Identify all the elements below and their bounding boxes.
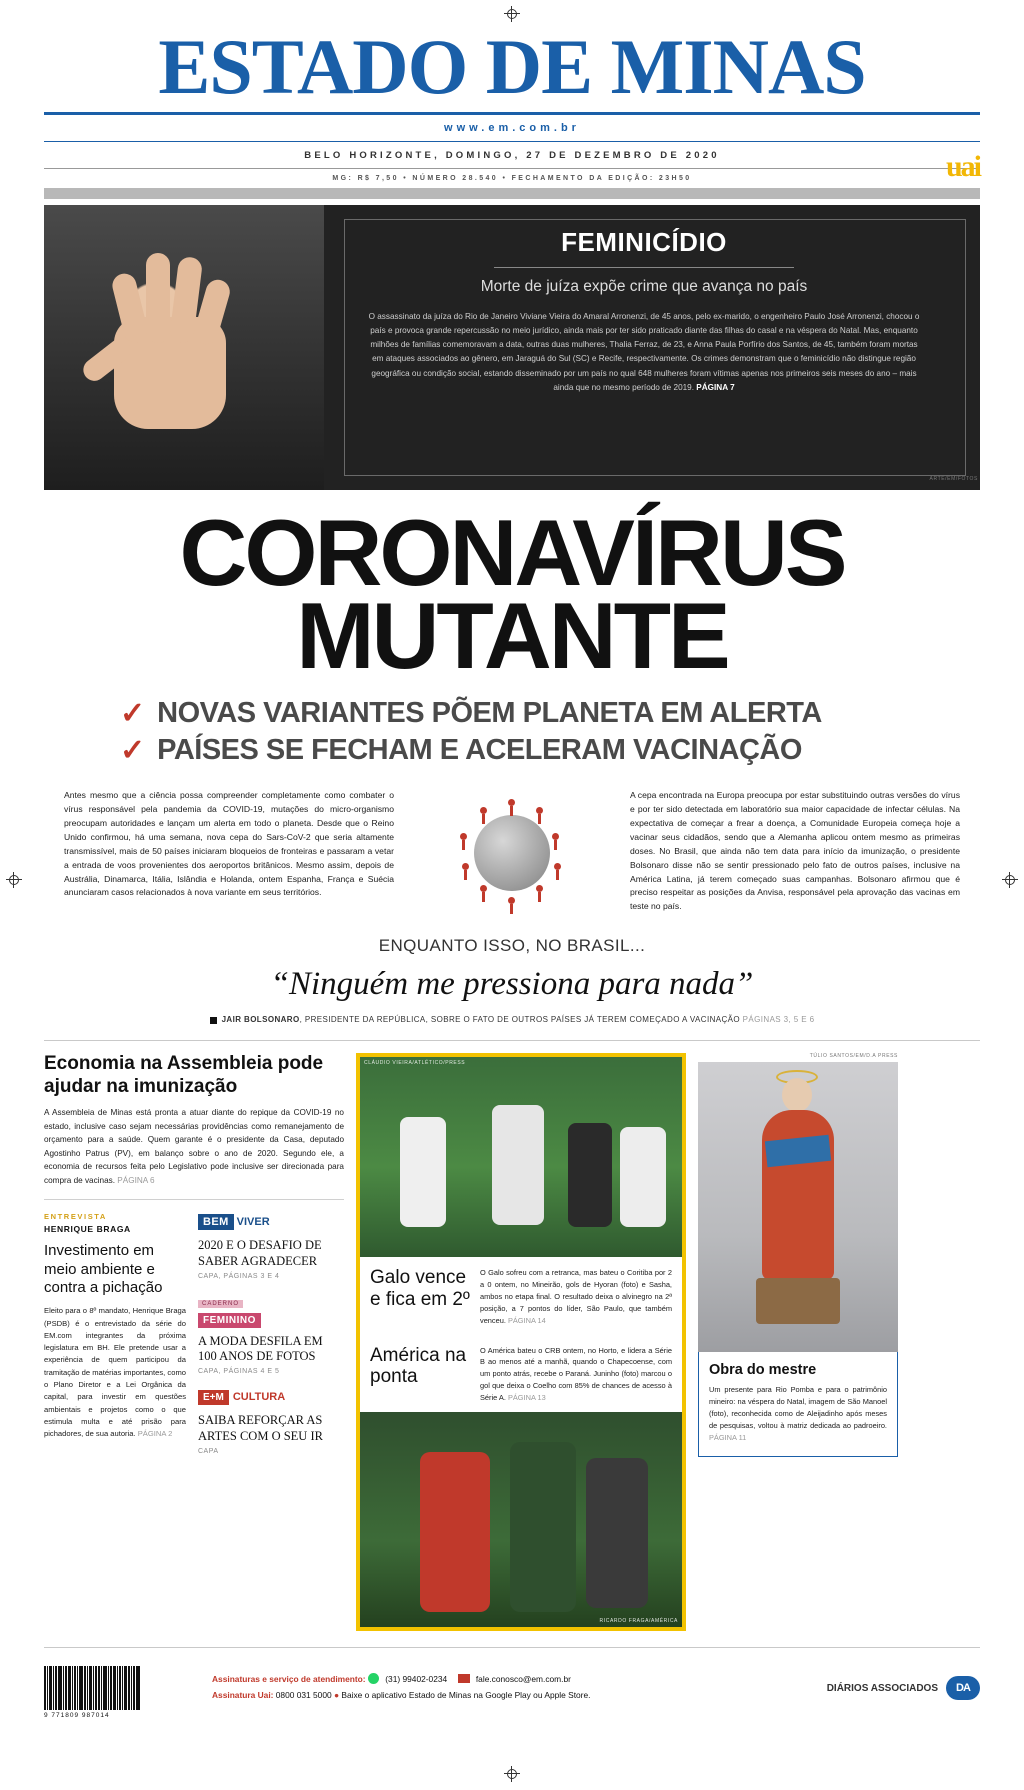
sports-story-2[interactable]	[360, 1335, 682, 1412]
masthead-rule	[44, 112, 980, 115]
headline-bullet	[120, 697, 904, 730]
footer-line1-label: Assinaturas e serviço de atendimento:	[212, 1674, 366, 1685]
footer-line1-phone[interactable]: (31) 99402-0234	[385, 1674, 448, 1685]
promo-sub: CAPA, PÁGINAS 4 E 5	[198, 1368, 280, 1376]
promo-feminino[interactable]	[198, 1292, 344, 1376]
sports-story-2-page: PÁGINA 13	[507, 1392, 546, 1402]
promo-cultura[interactable]	[198, 1387, 344, 1455]
publisher-logo-icon: DA	[946, 1676, 980, 1700]
sports-story-1-page: PÁGINA 14	[507, 1315, 546, 1325]
sports-story-2-title: América na ponta	[370, 1344, 467, 1387]
sports-story-2-text: O América bateu o CRB ontem, no Horto, e lidera a Série B ao menos até a manhã, quando o Chapecoense, com um ponto atrás, recebe o Paraná. Juninho (foto) marcou o gol que deixa o Coelho com 85% de chances de acesso à Série A.	[480, 1345, 672, 1402]
pull-quote: “Ninguém me pressiona para nada”	[270, 966, 754, 1003]
saint-story-title: Obra do mestre	[709, 1362, 817, 1379]
headline-bullets	[0, 697, 1024, 767]
promo-bem-viver[interactable]	[198, 1212, 344, 1280]
interview-block[interactable]	[44, 1212, 186, 1467]
feature-photo	[44, 205, 324, 490]
feature-kicker: FEMINICÍDIO	[561, 227, 727, 258]
interview-tag: ENTREVISTA	[44, 1212, 107, 1222]
bottom-right-column	[698, 1053, 898, 1630]
sports-photo-1	[360, 1057, 682, 1257]
masthead-rule-thin	[44, 141, 980, 142]
masthead-grey-bar	[44, 188, 980, 199]
saint-story-text: Um presente para Rio Pomba e para o patrimônio mineiro: na véspera do Natal, imagem de São Manoel (foto), reconhecida como de Aleijadinho após meses de pesquisas, voltou à matriz dedicada ao padroeiro.	[709, 1385, 887, 1431]
sports-story-2-body	[480, 1335, 682, 1412]
publisher-name: DIÁRIOS ASSOCIADOS	[826, 1682, 938, 1694]
assembly-story-page: PÁGINA 6	[117, 1175, 155, 1185]
quote-attribution	[0, 1015, 1024, 1024]
interview-body-text: Eleito para o 8º mandato, Henrique Braga (PSDB) é o entrevistado da série do EM.com integrantes da próxima legislatura em BH. Ele pretende usar a experiência de quem participou da tramitação de matérias importantes, como o Plano Diretor e a Lei Orgânica da capital, para investir em questões ambientais e projetos como o que estimula multa e até prisão para pichadores, de sua autoria.	[44, 1306, 186, 1439]
promo-brand-light: VIVER	[236, 1216, 270, 1229]
interview-page: PÁGINA 2	[137, 1429, 173, 1439]
masthead-edition-info: MG: R$ 7,50 • NÚMERO 28.540 • FECHAMENTO DA EDIÇÃO: 23H50	[332, 175, 692, 183]
saint-story-body	[709, 1384, 887, 1444]
headline-line-1: CORONAVÍRUS	[179, 500, 845, 606]
promo-brand-small: CADERNO	[198, 1300, 243, 1308]
promo-brand-light: CULTURA	[232, 1391, 286, 1404]
interview-body	[44, 1305, 186, 1440]
promo-stack	[198, 1212, 344, 1467]
footer	[44, 1647, 980, 1719]
registration-mark-bottom	[504, 1766, 520, 1782]
headline-bullet	[120, 734, 904, 767]
lead-column-left: Antes mesmo que a ciência possa compreender completamente como combater o vírus responsável pela pandemia da COVID-19, mutações do micro-organismo preocupam autoridades e lançam um alerta em todo o planeta. Desde que o Reino Unido confirmou, há uma semana, nova cepa do Sars-CoV-2 que seria altamente transmissível, mais de 50 países iniciaram bloqueios de fronteiras e passaram a vetar a entrada de voos provenientes dos aeroportos britânicos. Mesmo assim, depois de Austrália, Dinamarca, Itália, Islândia e Holanda, ontem Espanha, França e Suécia anunciaram casos relacionados à nova variante em seus territórios.	[64, 790, 394, 898]
virus-icon	[452, 793, 572, 913]
headline-bullet-label: NOVAS VARIANTES PÕEM PLANETA EM ALERTA	[157, 697, 822, 730]
saint-photo	[698, 1062, 898, 1352]
sports-story-1-title: Galo vence e fica em 2º	[370, 1267, 470, 1310]
quote-intro: ENQUANTO ISSO, NO BRASIL...	[378, 936, 646, 956]
sports-photo-2-credit: RICARDO FRAGA/AMÉRICA	[599, 1617, 678, 1624]
newspaper-title: ESTADO DE MINAS	[158, 23, 866, 110]
sports-story-1-text: O Galo sofreu com a retranca, mas bateu o Coritiba por 2 a 0 ontem, no Mineirão, gols de Hyoran (foto) e Sasha, ambos no etapa final. O resultado deixa o alvinegro na 2ª posição, a 7 pontos do líder, São Paulo, que também venceu.	[480, 1268, 672, 1325]
feature-panel	[44, 205, 980, 490]
barcode-number: 9 771809 987014	[44, 1711, 110, 1719]
square-bullet-icon	[210, 1017, 217, 1024]
saint-photo-credit: TÚLIO SANTOS/EM/D.A PRESS	[809, 1053, 898, 1060]
assembly-story-text: A Assembleia de Minas está pronta a atuar diante do repique da COVID-19 no estado, inclusive caso sejam necessárias providências como remanejamento de orçamento para a saúde. Quem garante é o presidente da Casa, deputado Agostinho Patrus (PV), em balanço sobre o ano de 2020. Segundo ele, a economia de recursos feita pelo Legislativo pode inclusive ser direcionada para compra de vacinas.	[44, 1108, 344, 1185]
check-icon: ✓	[120, 696, 146, 730]
barcode-block	[44, 1658, 194, 1719]
promo-brand-bold: BEM	[198, 1214, 234, 1230]
uai-logo[interactable]: uai	[945, 150, 980, 183]
quote-pages: PÁGINAS 3, 5 E 6	[742, 1015, 815, 1025]
footer-line2-phone[interactable]: 0800 031 5000	[275, 1690, 332, 1701]
barcode-icon	[44, 1658, 194, 1710]
feature-body-text: O assassinato da juíza do Rio de Janeiro Viviane Vieira do Amaral Arronenzi, de 45 anos, pelo ex-marido, o engenheiro Paulo José Arronenzi, chocou o país e provoca grande repercussão no meio jurídico, ainda mais por ter sido praticado diante das filhas do casal e na véspera do Natal. Mas, enquanto milhões de famílias comemoravam a data, outras duas mulheres, Thalia Ferraz, de 23, e Anna Paula Porfírio dos Santos, de 45, também foram mortas em ataques associados ao gênero, em Jaraguá do Sul (SC) e Recife, respectivamente. Os crimes demonstram que o feminicídio não distingue região geográfica ou condição social, estando disseminado por um país no qual 648 mulheres foram vítimas apenas nos primeiros seis meses do ano – mais ainda que no mesmo período de 2019.	[368, 312, 920, 392]
promo-sub: CAPA	[198, 1447, 219, 1455]
feature-text	[324, 205, 980, 490]
bottom-left-column	[44, 1053, 344, 1630]
assembly-story-body	[44, 1106, 344, 1187]
envelope-icon	[458, 1674, 470, 1683]
registration-mark-left	[6, 872, 22, 888]
quote-attribution-rest: , PRESIDENTE DA REPÚBLICA, SOBRE O FATO DE OUTROS PAÍSES JÁ TEREM COMEÇADO A VACINAÇÃO	[299, 1015, 741, 1025]
feature-photo-credit: ARTE/EM/FOTOS	[929, 476, 978, 482]
feature-body	[364, 310, 924, 395]
assembly-story-title[interactable]: Economia na Assembleia pode ajudar na imunização	[44, 1053, 324, 1097]
saint-story[interactable]	[698, 1352, 898, 1457]
footer-line2-text: Baixe o aplicativo Estado de Minas na Google Play ou Apple Store.	[341, 1690, 591, 1701]
registration-mark-top	[504, 6, 520, 22]
interview-headline: Investimento em meio ambiente e contra a pichação	[44, 1242, 163, 1296]
promo-sub: CAPA, PÁGINAS 3 E 4	[198, 1272, 280, 1280]
interview-name: HENRIQUE BRAGA	[44, 1224, 131, 1235]
promo-title: 2020 E O DESAFIO DE SABER AGRADECER	[198, 1238, 322, 1268]
quote-attribution-name: JAIR BOLSONARO	[221, 1015, 300, 1025]
bullet-dot-icon: ●	[333, 1690, 340, 1701]
footer-publisher	[827, 1676, 980, 1700]
saint-story-page: PÁGINA 11	[709, 1433, 747, 1443]
lead-column-right: A cepa encontrada na Europa preocupa por estar substituindo outras versões do vírus e por ter sido detectada em laboratório sua maior capacidade de infectar células. Na expectativa de começar a frear a doença, a Comunidade Europeia começa hoje a vacinar seus cidadãos, sendo que a Alemanha aplicou ontem mesmo as primeiras doses. No Brasil, que ainda não tem data para início da imunização, o presidente Bolsonaro disse não se sentir pressionado pelo fato de outros países, inclusive na América Latina, já terem começado suas campanhas. Bolsonaro afirmou que é preciso respeitar as posições da Anvisa, responsável pela aprovação das vacinas em teste no país.	[630, 790, 960, 912]
registration-mark-right	[1002, 872, 1018, 888]
footer-contact	[212, 1672, 809, 1704]
masthead-rule-thin-2	[44, 168, 980, 169]
masthead-dateline: BELO HORIZONTE, DOMINGO, 27 DE DEZEMBRO DE 2020	[304, 150, 720, 162]
promo-brand-bold: FEMININO	[198, 1313, 261, 1328]
hand-illustration	[96, 245, 246, 430]
sports-story-1-body	[480, 1257, 682, 1334]
check-icon: ✓	[120, 733, 146, 767]
sports-story-1[interactable]	[360, 1257, 682, 1334]
promo-title: A MODA DESFILA EM 100 ANOS DE FOTOS	[198, 1333, 323, 1364]
feature-subhead: Morte de juíza expõe crime que avança no país	[480, 278, 808, 296]
feature-page-ref: PÁGINA 7	[696, 382, 735, 392]
sports-photo-card	[356, 1053, 686, 1630]
whatsapp-icon	[368, 1673, 379, 1684]
bottom-mid-column	[356, 1053, 686, 1630]
headline-bullet-label: PAÍSES SE FECHAM E ACELERAM VACINAÇÃO	[157, 734, 802, 767]
footer-line2-label: Assinatura Uai:	[212, 1690, 274, 1701]
lead-columns	[64, 789, 960, 914]
masthead-website[interactable]: www.em.com.br	[444, 122, 580, 135]
footer-line1-mail[interactable]: fale.conosco@em.com.br	[475, 1674, 571, 1685]
sports-photo-1-credit: CLÁUDIO VIEIRA/ATLÉTICO/PRESS	[364, 1060, 466, 1067]
masthead	[0, 0, 1024, 182]
sports-photo-2	[360, 1412, 682, 1627]
main-headline	[0, 500, 1024, 688]
headline-line-2: MUTANTE	[296, 582, 728, 688]
promo-title: SAIBA REFORÇAR AS ARTES COM O SEU IR	[198, 1413, 323, 1443]
virus-illustration-wrap	[412, 789, 612, 913]
promo-brand-bold: E+M	[198, 1390, 229, 1405]
bottom-section	[44, 1053, 980, 1630]
